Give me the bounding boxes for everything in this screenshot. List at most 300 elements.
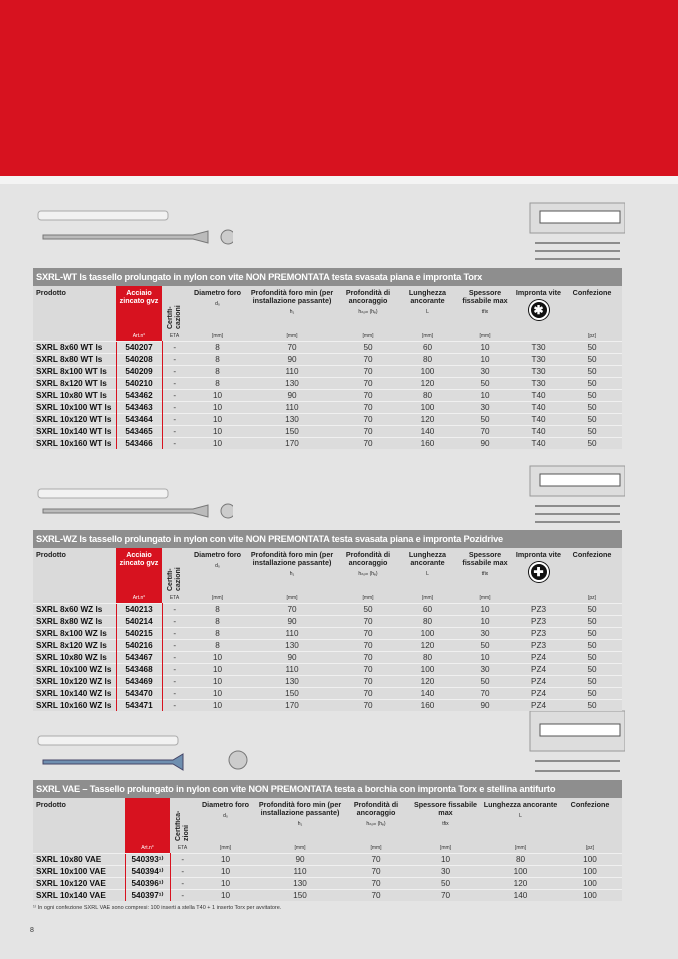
column-header (455, 286, 515, 331)
table-row (33, 640, 622, 652)
header-label: Impronta vite (515, 550, 562, 559)
header-label: Confezione (572, 288, 612, 297)
cell-value: 90 (455, 438, 515, 450)
column-header (170, 798, 195, 843)
product-name: SXRL 10x80 WZ ls (33, 652, 116, 664)
unit-label: [mm] (336, 593, 400, 604)
cell-value: 100 (558, 866, 622, 878)
symbol: tfix (481, 309, 489, 315)
cell-value: 70 (336, 402, 400, 414)
cell-value: 70 (344, 890, 408, 902)
cell-value: 50 (455, 640, 515, 652)
header-label: Acciaio zincato gvz (119, 288, 159, 305)
cell-value: 30 (455, 402, 515, 414)
cell-value: 70 (336, 426, 400, 438)
cell-value: 10 (195, 890, 256, 902)
dowel-screw-image-vae (33, 730, 253, 775)
cell-value: 70 (336, 640, 400, 652)
table-title: SXRL VAE – Tassello prolungato in nylon con vite NON PREMONTATA testa a borchia con impronta Torx e stellina antifurto (33, 780, 622, 798)
column-header (187, 286, 248, 331)
product-name: SXRL 10x100 VAE (33, 866, 125, 878)
cell-value: 70 (336, 616, 400, 628)
product-name: SXRL 8x100 WZ ls (33, 628, 116, 640)
article-number: 543469 (116, 676, 162, 688)
cell-value: PZ3 (515, 628, 562, 640)
pozidrive-icon: ✚ (529, 562, 549, 582)
header-label: Spessore fissabile max (462, 550, 508, 567)
cell-value: 70 (455, 688, 515, 700)
cell-value: 90 (455, 700, 515, 712)
symbol: tfix (442, 821, 449, 827)
column-header (248, 548, 336, 593)
column-header (336, 548, 400, 593)
column-header (562, 548, 622, 593)
cell-value: 70 (336, 676, 400, 688)
symbol: hₙₒₘ (hₑ) (358, 571, 378, 577)
cell-value: 8 (187, 640, 248, 652)
cell-value: - (170, 854, 195, 866)
table-row (33, 676, 622, 688)
installation-diagram-wz (510, 456, 625, 528)
cell-value: 10 (455, 604, 515, 616)
table-title: SXRL-WZ ls tassello prolungato in nylon con vite NON PREMONTATA testa svasata piana e impronta Pozidrive (33, 530, 622, 548)
unit-label: [mm] (256, 843, 344, 854)
cell-value: 50 (562, 438, 622, 450)
article-number: 540215 (116, 628, 162, 640)
cell-value: 10 (187, 438, 248, 450)
header-label: Profondità di ancoraggio (353, 800, 399, 817)
column-header (256, 798, 344, 843)
column-header (33, 548, 116, 593)
cell-value: 8 (187, 604, 248, 616)
cell-value: 50 (336, 604, 400, 616)
product-name: SXRL 8x80 WT ls (33, 354, 116, 366)
cell-value: 110 (256, 866, 344, 878)
symbol: d₀ (215, 301, 220, 307)
cell-value: - (162, 426, 187, 438)
cell-value: 70 (336, 652, 400, 664)
cell-value: - (162, 700, 187, 712)
article-number: 540397¹⁾ (125, 890, 170, 902)
cell-value: 80 (400, 652, 455, 664)
article-number: 543463 (116, 402, 162, 414)
torx-icon: ✱ (529, 300, 549, 320)
cell-value: 60 (400, 604, 455, 616)
header-label: Prodotto (36, 288, 66, 297)
cell-value: 50 (408, 878, 483, 890)
cell-value: 50 (562, 366, 622, 378)
table-row (33, 414, 622, 426)
article-number: 543464 (116, 414, 162, 426)
cell-value: T30 (515, 378, 562, 390)
table-row (33, 616, 622, 628)
unit-label (33, 843, 125, 854)
cell-value: 90 (248, 354, 336, 366)
cell-value: 30 (408, 866, 483, 878)
installation-diagram-vae (510, 706, 625, 778)
symbol: hₙₒₘ (hₑ) (358, 309, 378, 315)
cell-value: 130 (256, 878, 344, 890)
cell-value: - (162, 402, 187, 414)
unit-label: [mm] (336, 331, 400, 342)
cell-value: 8 (187, 628, 248, 640)
column-header (562, 286, 622, 331)
cell-value: 50 (562, 402, 622, 414)
cell-value: 110 (248, 664, 336, 676)
product-name: SXRL 8x120 WT ls (33, 378, 116, 390)
unit-label: [mm] (195, 843, 256, 854)
cell-value: - (162, 640, 187, 652)
column-header (400, 548, 455, 593)
header-label: Confezione (572, 550, 612, 559)
cell-value: 50 (562, 426, 622, 438)
unit-label: [mm] (455, 331, 515, 342)
unit-label: [pz] (558, 843, 622, 854)
table-row (33, 688, 622, 700)
cell-value: PZ3 (515, 604, 562, 616)
cell-value: 160 (400, 700, 455, 712)
column-header (125, 798, 170, 843)
product-name: SXRL 10x160 WZ ls (33, 700, 116, 712)
cell-value: 150 (248, 688, 336, 700)
cell-value: 8 (187, 616, 248, 628)
header-label: Spessore fissabile max (413, 800, 478, 817)
unit-label: [mm] (248, 593, 336, 604)
header-label: Confezione (570, 800, 610, 809)
symbol: L (426, 309, 429, 315)
article-number: 540396¹⁾ (125, 878, 170, 890)
cell-value: 70 (336, 438, 400, 450)
header-label: Spessore fissabile max (462, 288, 508, 305)
product-table-sxrl-vae (33, 780, 622, 901)
cell-value: 10 (187, 676, 248, 688)
header-label: Prodotto (36, 550, 66, 559)
cell-value: 90 (248, 652, 336, 664)
unit-label: [mm] (455, 593, 515, 604)
cell-value: 50 (562, 664, 622, 676)
cell-value: - (162, 366, 187, 378)
table-row (33, 890, 622, 902)
cell-value: PZ3 (515, 640, 562, 652)
column-header (116, 548, 162, 593)
cell-value: 140 (400, 688, 455, 700)
symbol: h₁ (289, 571, 295, 577)
cell-value: 10 (455, 616, 515, 628)
symbol: d₀ (223, 813, 228, 819)
unit-label: [mm] (344, 843, 408, 854)
cell-value: 100 (400, 366, 455, 378)
article-number: 543467 (116, 652, 162, 664)
header-label: Diametro foro (201, 800, 250, 809)
column-header (483, 798, 558, 843)
article-number: 543470 (116, 688, 162, 700)
product-name: SXRL 10x120 WZ ls (33, 676, 116, 688)
table-row (33, 604, 622, 616)
cell-value: - (162, 342, 187, 354)
cell-value: 50 (562, 688, 622, 700)
cell-value: PZ4 (515, 688, 562, 700)
unit-label: ETA (162, 331, 187, 342)
cell-value: 70 (336, 390, 400, 402)
column-header (33, 286, 116, 331)
cell-value: 50 (562, 390, 622, 402)
cell-value: PZ3 (515, 616, 562, 628)
cell-value: 30 (455, 628, 515, 640)
column-header (187, 548, 248, 593)
symbol: h₁ (289, 309, 295, 315)
cell-value: 10 (455, 652, 515, 664)
cell-value: - (162, 354, 187, 366)
cell-value: PZ4 (515, 652, 562, 664)
cell-value: - (162, 378, 187, 390)
cell-value: 150 (256, 890, 344, 902)
symbol: L (519, 813, 522, 819)
cell-value: T40 (515, 438, 562, 450)
cell-value: 50 (336, 342, 400, 354)
cell-value: 100 (558, 890, 622, 902)
product-name: SXRL 10x120 WT ls (33, 414, 116, 426)
cell-value: 10 (408, 854, 483, 866)
cell-value: 90 (248, 616, 336, 628)
cell-value: T40 (515, 426, 562, 438)
cell-value: 140 (400, 426, 455, 438)
unit-label: [mm] (400, 593, 455, 604)
unit-label (515, 331, 562, 342)
cell-value: - (162, 688, 187, 700)
table-row (33, 342, 622, 354)
cell-value: 150 (248, 426, 336, 438)
cell-value: 120 (483, 878, 558, 890)
symbol: hₙₒₘ (hₑ) (366, 821, 386, 827)
product-name: SXRL 8x60 WZ ls (33, 604, 116, 616)
cell-value: 50 (562, 616, 622, 628)
cell-value: 120 (400, 640, 455, 652)
column-header (195, 798, 256, 843)
unit-label: [mm] (483, 843, 558, 854)
product-name: SXRL 10x100 WZ ls (33, 664, 116, 676)
cell-value: 70 (336, 688, 400, 700)
cell-value: - (162, 438, 187, 450)
cell-value: 70 (248, 604, 336, 616)
page-number: 8 (30, 927, 34, 934)
cell-value: 10 (455, 390, 515, 402)
cell-value: 10 (187, 414, 248, 426)
product-name: SXRL 10x80 WT ls (33, 390, 116, 402)
product-name: SXRL 10x140 WZ ls (33, 688, 116, 700)
cell-value: - (162, 628, 187, 640)
article-number: 540213 (116, 604, 162, 616)
cell-value: 10 (195, 878, 256, 890)
table-row (33, 426, 622, 438)
header-label: Certifica-zioni (174, 810, 190, 841)
cell-value: 70 (344, 866, 408, 878)
table-row (33, 438, 622, 450)
header-label: Profondità foro min (per installazione passante) (250, 550, 334, 567)
cell-value: 50 (562, 354, 622, 366)
header-band (0, 0, 678, 176)
product-name: SXRL 10x140 VAE (33, 890, 125, 902)
cell-value: 70 (336, 354, 400, 366)
cell-value: 80 (400, 616, 455, 628)
dowel-screw-image-wz (33, 483, 233, 523)
cell-value: 50 (455, 414, 515, 426)
table-title: SXRL-WT ls tassello prolungato in nylon con vite NON PREMONTATA testa svasata piana e impronta Torx (33, 268, 622, 286)
cell-value: 80 (400, 390, 455, 402)
cell-value: 30 (455, 664, 515, 676)
column-header (116, 286, 162, 331)
table-row (33, 664, 622, 676)
cell-value: 70 (344, 854, 408, 866)
cell-value: 70 (248, 342, 336, 354)
cell-value: 50 (562, 640, 622, 652)
cell-value: - (170, 866, 195, 878)
product-name: SXRL 8x100 WT ls (33, 366, 116, 378)
table-row (33, 700, 622, 712)
cell-value: 50 (455, 378, 515, 390)
cell-value: 70 (455, 426, 515, 438)
cell-value: 10 (187, 688, 248, 700)
cell-value: 110 (248, 366, 336, 378)
column-header (162, 548, 187, 593)
table-row (33, 652, 622, 664)
product-table-sxrl-wt (33, 268, 622, 449)
article-number: 543466 (116, 438, 162, 450)
cell-value: 100 (400, 664, 455, 676)
header-label: Certifi-cazioni (166, 567, 182, 591)
product-name: SXRL 10x120 VAE (33, 878, 125, 890)
cell-value: 60 (400, 342, 455, 354)
cell-value: 10 (455, 354, 515, 366)
cell-value: 10 (187, 402, 248, 414)
cell-value: 8 (187, 354, 248, 366)
column-header (248, 286, 336, 331)
article-number: 540393¹⁾ (125, 854, 170, 866)
footnote: ¹⁾ In ogni confezione SXRL VAE sono compresi: 100 inserti a stella T40 + 1 inserto Torx per avvitatore. (33, 905, 282, 911)
cell-value: 70 (336, 378, 400, 390)
product-name: SXRL 8x120 WZ ls (33, 640, 116, 652)
cell-value: 10 (187, 700, 248, 712)
cell-value: 100 (483, 866, 558, 878)
cell-value: 50 (562, 414, 622, 426)
symbol: d₀ (215, 563, 220, 569)
cell-value: - (162, 390, 187, 402)
article-number: 540209 (116, 366, 162, 378)
header-label: Prodotto (36, 800, 66, 809)
cell-value: 50 (562, 628, 622, 640)
cell-value: T40 (515, 390, 562, 402)
unit-label: Art.n° (116, 331, 162, 342)
column-header (515, 548, 562, 593)
cell-value: 50 (562, 700, 622, 712)
unit-label (33, 331, 116, 342)
table-row (33, 402, 622, 414)
column-header (344, 798, 408, 843)
cell-value: 170 (248, 438, 336, 450)
product-name: SXRL 8x80 WZ ls (33, 616, 116, 628)
cell-value: 100 (400, 628, 455, 640)
article-number: 540207 (116, 342, 162, 354)
symbol: L (426, 571, 429, 577)
header-label: Profondità di ancoraggio (345, 550, 391, 567)
cell-value: 80 (400, 354, 455, 366)
article-number: 543468 (116, 664, 162, 676)
table-row (33, 390, 622, 402)
cell-value: 100 (558, 878, 622, 890)
cell-value: 160 (400, 438, 455, 450)
cell-value: - (162, 604, 187, 616)
cell-value: 50 (455, 676, 515, 688)
cell-value: - (162, 414, 187, 426)
cell-value: PZ4 (515, 664, 562, 676)
article-number: 540394¹⁾ (125, 866, 170, 878)
header-label: Diametro foro (193, 288, 242, 297)
product-name: SXRL 10x140 WT ls (33, 426, 116, 438)
unit-label: ETA (170, 843, 195, 854)
article-number: 543462 (116, 390, 162, 402)
cell-value: 8 (187, 378, 248, 390)
symbol: h₁ (297, 821, 303, 827)
cell-value: 30 (455, 366, 515, 378)
cell-value: 110 (248, 402, 336, 414)
divider (0, 176, 678, 184)
column-header (558, 798, 622, 843)
cell-value: 70 (336, 628, 400, 640)
installation-diagram-wt (510, 193, 625, 265)
cell-value: 130 (248, 676, 336, 688)
column-header (400, 286, 455, 331)
cell-value: 100 (400, 402, 455, 414)
column-header (33, 798, 125, 843)
cell-value: 50 (562, 378, 622, 390)
header-label: Acciaio zincato gvz (119, 550, 159, 567)
header-label: Diametro foro (193, 550, 242, 559)
unit-label: [mm] (400, 331, 455, 342)
cell-value: 8 (187, 366, 248, 378)
cell-value: 10 (187, 652, 248, 664)
cell-value: 130 (248, 414, 336, 426)
cell-value: 130 (248, 378, 336, 390)
cell-value: T40 (515, 414, 562, 426)
cell-value: 50 (562, 342, 622, 354)
column-header (455, 548, 515, 593)
cell-value: 70 (336, 366, 400, 378)
unit-label (33, 593, 116, 604)
article-number: 543471 (116, 700, 162, 712)
cell-value: 70 (344, 878, 408, 890)
cell-value: 50 (562, 604, 622, 616)
article-number: 540208 (116, 354, 162, 366)
unit-label: ETA (162, 593, 187, 604)
cell-value: - (162, 652, 187, 664)
column-header (515, 286, 562, 331)
cell-value: 70 (336, 664, 400, 676)
cell-value: T30 (515, 354, 562, 366)
cell-value: 120 (400, 676, 455, 688)
table-row (33, 866, 622, 878)
cell-value: 90 (248, 390, 336, 402)
header-label: Certifi-cazioni (166, 305, 182, 329)
unit-label: Art.n° (125, 843, 170, 854)
product-name: SXRL 10x80 VAE (33, 854, 125, 866)
column-header (162, 286, 187, 331)
cell-value: 120 (400, 378, 455, 390)
table-row (33, 366, 622, 378)
header-label: Lunghezza ancorante (408, 288, 447, 305)
column-header (336, 286, 400, 331)
cell-value: 120 (400, 414, 455, 426)
product-name: SXRL 10x160 WT ls (33, 438, 116, 450)
unit-label: [pz] (562, 331, 622, 342)
